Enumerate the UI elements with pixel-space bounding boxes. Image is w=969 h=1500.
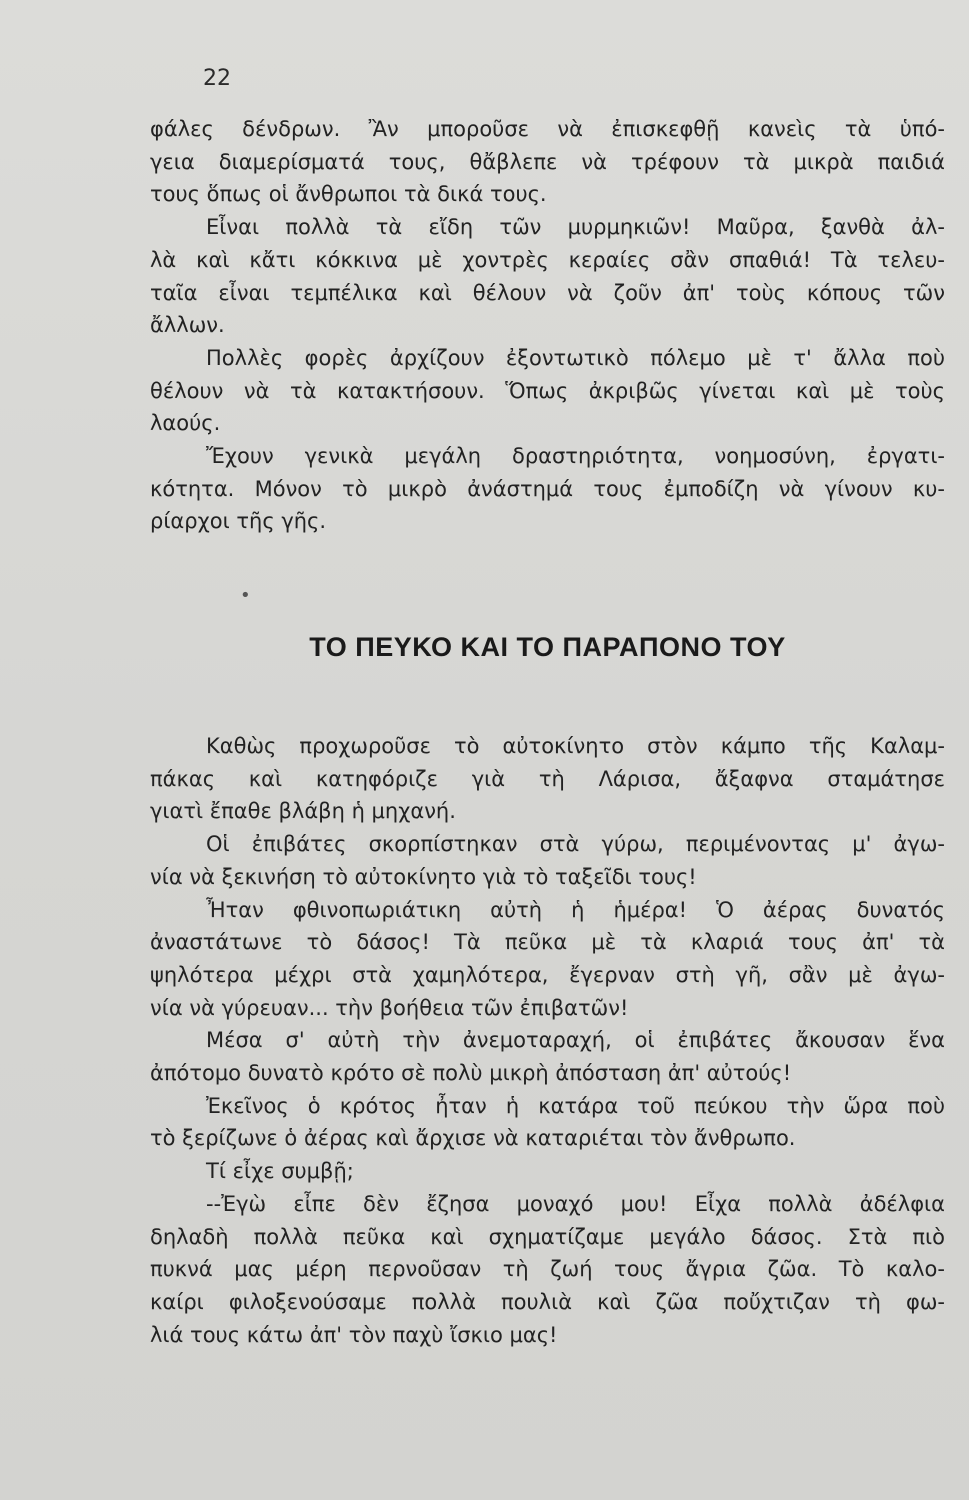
text-line: νία νὰ ξεκινήση τὸ αὐτοκίνητο γιὰ τὸ ταξεῖδι τους! bbox=[150, 864, 697, 889]
text-line: λαούς. bbox=[150, 411, 221, 436]
text-line: ταῖα εἶναι τεμπέλικα καὶ θέλουν νὰ ζοῦν ἀπ' τοὺς κόπους τῶν bbox=[150, 280, 945, 305]
page-number: 22 bbox=[203, 66, 231, 91]
text-line: Μέσα σ' αὐτὴ τὴν ἀνεμοταραχή, οἱ ἐπιβάτες ἄκουσαν ἕνα bbox=[206, 1028, 945, 1053]
text-line: Τί εἶχε συμβῇ; bbox=[206, 1159, 354, 1184]
text-line: λὰ καὶ κἄτι κόκκινα μὲ χοντρὲς κεραίες σἂν σπαθιά! Τὰ τελευ- bbox=[150, 247, 945, 272]
text-line: Οἱ ἐπιβάτες σκορπίστηκαν στὰ γύρω, περιμένοντας μ' ἀγω- bbox=[206, 832, 945, 857]
text-line: γιατὶ ἔπαθε βλάβη ἡ μηχανή. bbox=[150, 799, 456, 824]
text-line: --Ἐγὼ εἶπε δὲν ἔζησα μοναχό μου! Εἶχα πολλὰ ἀδέλφια bbox=[206, 1191, 945, 1216]
text-line: Ἔχουν γενικὰ μεγάλη δραστηριότητα, νοημοσύνη, ἐργατι- bbox=[206, 444, 945, 469]
text-line: Καθὼς προχωροῦσε τὸ αὐτοκίνητο στὸν κάμπο τῆς Καλαμ- bbox=[206, 734, 945, 758]
text-line: Πολλὲς φορὲς ἀρχίζουν ἐξοντωτικὸ πόλεμο μὲ τ' ἄλλα ποὺ bbox=[206, 345, 945, 370]
text-line: γεια διαμερίσματά τους, θἄβλεπε νὰ τρέφουν τὰ μικρὰ παιδιά bbox=[150, 149, 945, 174]
text-line: ρίαρχοι τῆς γῆς. bbox=[150, 509, 327, 534]
text-block-pine bbox=[150, 730, 945, 1351]
story-heading: ΤΟ ΠΕΥΚΟ ΚΑΙ ΤΟ ΠΑΡΑΠΟΝΟ ΤΟΥ bbox=[309, 632, 786, 662]
text-line: τὸ ξερίζωνε ὁ ἀέρας καὶ ἄρχισε νὰ καταριέται τὸν ἄνθρωπο. bbox=[150, 1126, 796, 1151]
ink-speck: • bbox=[240, 585, 251, 606]
text-line: λιά τους κάτω ἀπ' τὸν παχὺ ἴσκιο μας! bbox=[150, 1322, 558, 1347]
text-line: Ἦταν φθινοπωριάτικη αὐτὴ ἡ ἡμέρα! Ὁ ἀέρας δυνατός bbox=[206, 897, 945, 922]
text-line: θέλουν νὰ τὰ κατακτήσουν. Ὅπως ἀκριβῶς γίνεται καὶ μὲ τοὺς bbox=[150, 378, 945, 403]
text-line: ἀναστάτωνε τὸ δάσος! Τὰ πεῦκα μὲ τὰ κλαριά τους ἀπ' τὰ bbox=[150, 930, 945, 955]
text-line: ἄλλων. bbox=[150, 313, 225, 338]
text-line: δηλαδὴ πολλὰ πεῦκα καὶ σχηματίζαμε μεγάλο δάσος. Στὰ πιὸ bbox=[150, 1224, 945, 1249]
text-line: πυκνά μας μέρη περνοῦσαν τὴ ζωή τους ἄγρια ζῶα. Τὸ καλο- bbox=[150, 1257, 945, 1282]
text-line: Εἶναι πολλὰ τὰ εἴδη τῶν μυρμηκιῶν! Μαῦρα, ξανθὰ ἀλ- bbox=[206, 215, 945, 240]
text-line: Ἐκεῖνος ὁ κρότος ἦταν ἡ κατάρα τοῦ πεύκου τὴν ὥρα ποὺ bbox=[206, 1093, 945, 1118]
text-line: κότητα. Μόνον τὸ μικρὸ ἀνάστημά τους ἐμποδίζη νὰ γίνουν κυ- bbox=[150, 476, 945, 501]
text-line: ψηλότερα μέχρι στὰ χαμηλότερα, ἔγερναν στὴ γῆ, σἂν μὲ ἀγω- bbox=[150, 962, 945, 987]
text-line: φάλες δένδρων. Ἂν μποροῦσε νὰ ἐπισκεφθῇ κανεὶς τὰ ὑπό- bbox=[150, 117, 945, 141]
text-line: ἀπότομο δυνατὸ κρότο σὲ πολὺ μικρὴ ἀπόσταση ἀπ' αὐτούς! bbox=[150, 1061, 792, 1086]
text-line: νία νὰ γύρευαν... τὴν βοήθεια τῶν ἐπιβατῶν! bbox=[150, 995, 629, 1020]
text-line: τους ὅπως οἱ ἄνθρωποι τὰ δικά τους. bbox=[150, 182, 547, 207]
text-line: πάκας καὶ κατηφόριζε γιὰ τὴ Λάρισα, ἄξαφνα σταμάτησε bbox=[150, 766, 945, 791]
text-line: καίρι φιλοξενούσαμε πολλὰ πουλιὰ καὶ ζῶα ποὔχτιζαν τὴ φω- bbox=[150, 1289, 945, 1314]
text-block-ants bbox=[150, 113, 945, 538]
